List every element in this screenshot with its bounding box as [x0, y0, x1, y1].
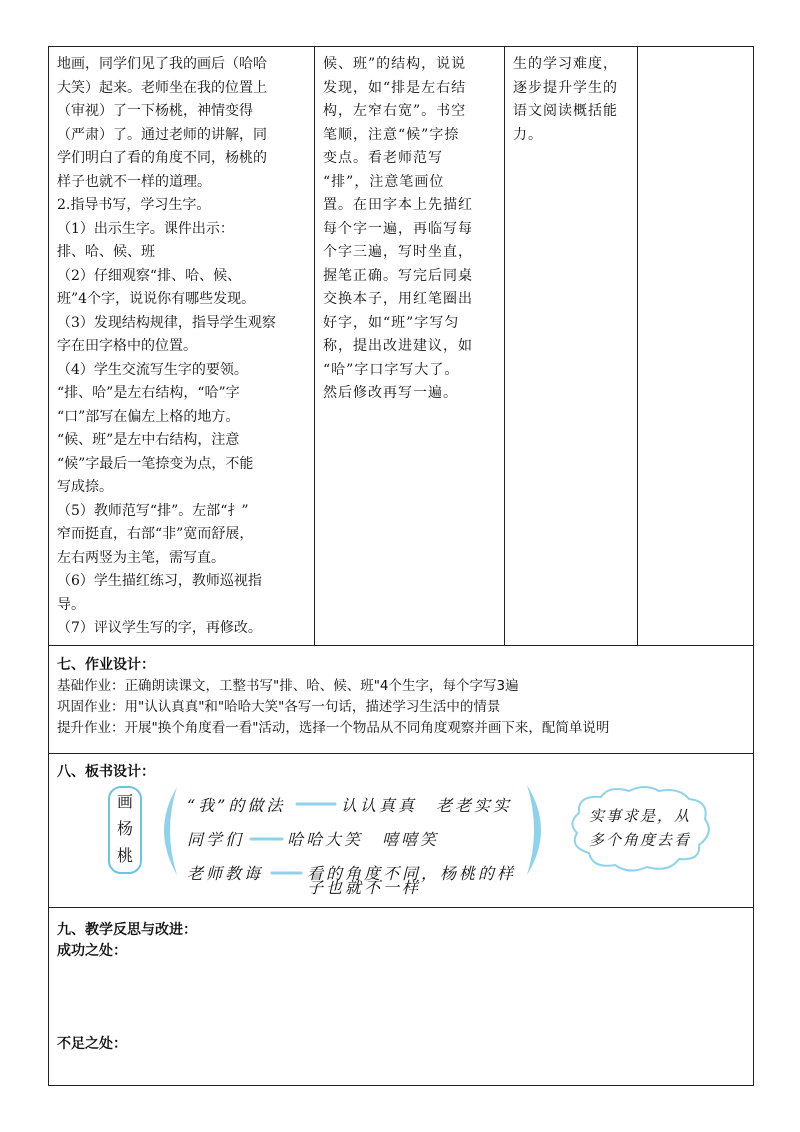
col3-line: 语文阅读概括能 [513, 103, 618, 119]
homework-row [49, 645, 754, 753]
col1-line: （6）学生描红练习，教师巡视指 [57, 573, 262, 589]
col2-line: 变点。看老师范写 [323, 150, 443, 166]
board-design-row [49, 753, 754, 907]
col1-line: （5）教师范写“排”。左部“扌” [57, 502, 249, 519]
col3-line: 生的学习难度， [513, 56, 618, 72]
col2-line: 交换本子，用红笔圈出 [323, 291, 473, 307]
board-badge-char-2: 杨 [117, 818, 134, 838]
teacher-activity-text [49, 47, 314, 645]
reflection-row [49, 907, 754, 1085]
board-row2-right: 哈哈大笑 嘻嘻笑 [287, 829, 440, 849]
col1-line: 班”4个字，说说你有哪些发现。 [57, 291, 256, 307]
board-diagram [49, 783, 753, 885]
col2-line: 候、班”的结构，说说 [323, 56, 467, 72]
col1-line: 大笑）起来。老师坐在我的位置上 [57, 79, 267, 96]
board-row3-left: 老师教诲 [187, 863, 264, 883]
board-badge-char-3: 桃 [117, 845, 134, 865]
board-title: 八、板书设计： [57, 763, 155, 780]
col1-line: 窄而挺直，右部“非”宽而舒展， [57, 526, 254, 542]
col1-line: 2.指导书写，学习生字。 [57, 197, 211, 213]
cloud-line-1: 实事求是，从 [589, 806, 692, 825]
col2-line: 每个字一遍，再临写每 [323, 220, 473, 237]
col1-line: （1）出示生字。课件出示： [57, 220, 234, 237]
reflection-title: 九、教学反思与改进： [57, 921, 197, 938]
homework-cell [49, 645, 754, 753]
col1-line: 导。 [57, 596, 85, 613]
success-label: 成功之处： [57, 942, 127, 959]
col1-line: 字在田字格中的位置。 [57, 338, 197, 354]
board-row1-right: 认认真真 老老实实 [341, 795, 513, 815]
col1-line: （4）学生交流写生字的要领。 [57, 361, 248, 378]
student-activity-text [315, 47, 504, 410]
col2-line: 好字，如“班”字写匀 [323, 314, 460, 331]
notes-cell [638, 47, 754, 646]
col1-line: 写成捺。 [57, 479, 113, 495]
col1-line: “口”部写在偏左上格的地方。 [57, 408, 240, 425]
col3-line: 力。 [513, 126, 543, 143]
col1-line: 样子也就不一样的道理。 [57, 173, 211, 190]
col1-line: （2）仔细观察“排、哈、候、 [57, 267, 242, 284]
col2-line: 置。在田字本上先描红 [323, 197, 473, 213]
col1-line: 排、哈、候、班 [57, 244, 155, 260]
reflection-cell [49, 907, 754, 1085]
board-design-cell: 八、板书设计： 画 杨 桃 “我”的做法 认认真真 老老实实 同学们 哈哈大笑 嘻嘻笑 老师教诲 看的角度不同，杨桃的样 实事求是，从 多个角度去看 子也就不一样 [49, 753, 754, 907]
col1-line: 学们明白了看的角度不同，杨桃的 [57, 150, 267, 166]
right-bracket [527, 785, 541, 875]
col2-line: 握笔正确。写完后同桌 [323, 267, 473, 284]
col1-line: （审视）了一下杨桃，神情变得 [57, 103, 253, 119]
homework-advanced: 提升作业：开展"换个角度看一看"活动，选择一个物品从不同角度观察并画下来，配简单说明 [57, 719, 610, 736]
col2-line: 发现，如“排是左右结 [323, 79, 467, 96]
homework-basic: 基础作业：正确朗读课文，工整书写"排、哈、候、班"4个生字，每个字写3遍 [57, 677, 519, 694]
cloud-line-2: 多个角度去看 [589, 830, 692, 849]
board-row1-left: “我”的做法 [187, 795, 286, 815]
col1-line: （7）评议学生写的字，再修改。 [57, 620, 262, 636]
col1-line: “候、班”是左中右结构，注意 [57, 432, 240, 448]
teaching-process-row [49, 47, 754, 646]
homework-title: 七、作业设计： [57, 656, 155, 673]
left-bracket [164, 787, 177, 875]
board-row2-left: 同学们 [187, 829, 245, 849]
design-intent-text [505, 47, 637, 151]
col1-line: 地画，同学们见了我的画后（哈哈 [57, 56, 267, 72]
col2-line: “排”，注意笔画位 [323, 173, 445, 190]
col2-line: 个字三遍，写时坐直， [323, 244, 473, 260]
homework-consolidate: 巩固作业：用"认认真真"和"哈哈大笑"各写一句话，描述学习生活中的情景 [57, 698, 501, 715]
student-activity-cell [315, 47, 505, 646]
lesson-plan-table [48, 46, 754, 1086]
col2-line: 笔顺，注意“候”字捺 [323, 126, 460, 143]
notes-text [638, 47, 753, 57]
shortfall-label: 不足之处： [57, 1035, 127, 1052]
col2-line: 构，左窄右宽”。书空 [323, 103, 467, 119]
col3-line: 逐步提升学生的 [513, 79, 618, 96]
col1-line: 左右两竖为主笔，需写直。 [57, 549, 225, 566]
col2-line: “哈”字口字写大了。 [323, 361, 460, 378]
board-row3-right: 看的角度不同，杨桃的样 [307, 863, 517, 883]
teacher-activity-cell [49, 47, 315, 646]
col1-line: （3）发现结构规律，指导学生观察 [57, 314, 276, 331]
col1-line: “候”字最后一笔捺变为点，不能 [57, 455, 254, 472]
col2-line: 然后修改再写一遍。 [323, 385, 458, 401]
col1-line: （严肃）了。通过老师的讲解，同 [57, 126, 267, 143]
col2-line: 称，提出改进建议，如 [323, 338, 473, 354]
board-badge-char-1: 画 [117, 791, 134, 811]
design-intent-cell [505, 47, 638, 646]
col1-line: “排、哈”是左右结构，“哈”字 [57, 385, 240, 401]
